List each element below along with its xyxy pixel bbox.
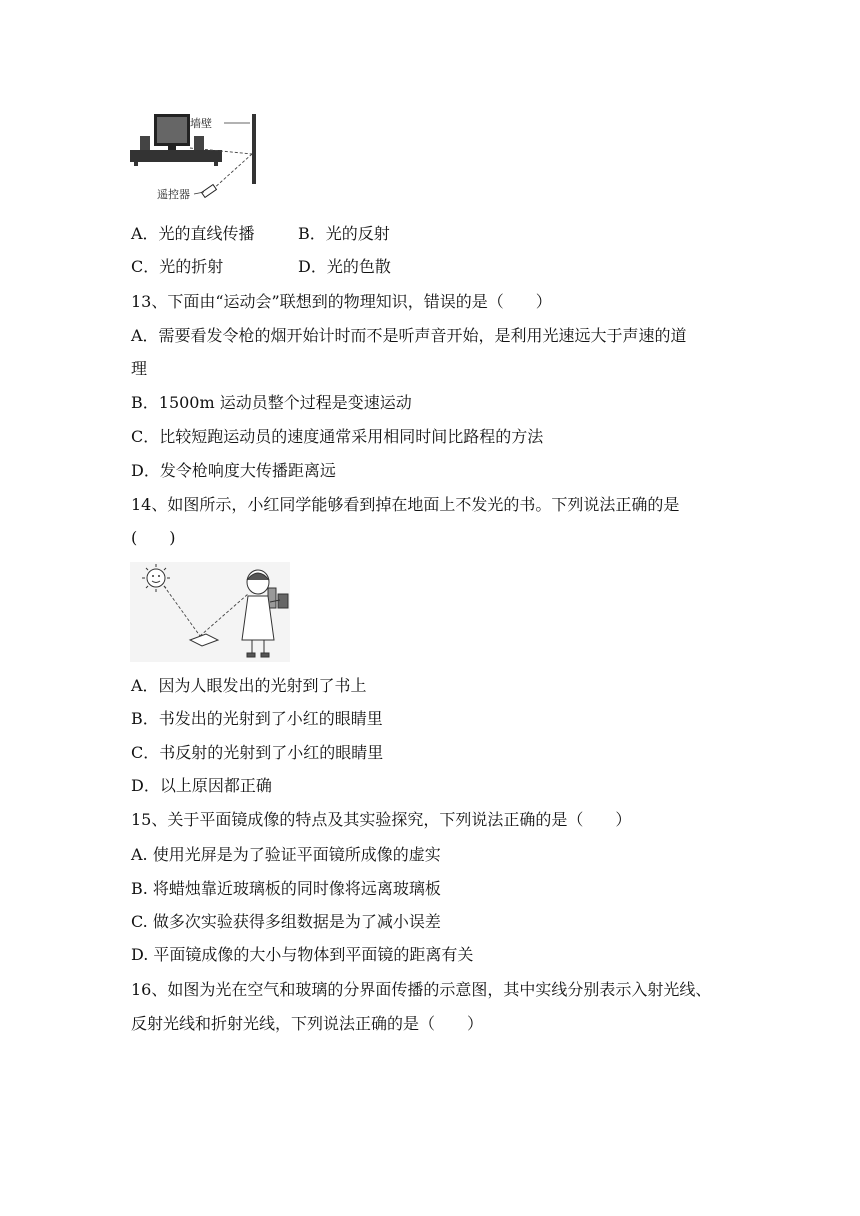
- remote-label: 遥控器: [157, 188, 190, 201]
- q16-stem-line2: 反射光线和折射光线，下列说法正确的是（ ）: [131, 1014, 484, 1033]
- q13-option-b: B．1500m 运动员整个过程是变速运动: [131, 393, 412, 412]
- q15-option-c: C. 做多次实验获得多组数据是为了减小误差: [131, 912, 441, 931]
- q14-option-a: A．因为人眼发出的光射到了书上: [131, 676, 367, 695]
- q15-stem: 15、关于平面镜成像的特点及其实验探究，下列说法正确的是（ ）: [131, 810, 632, 829]
- q13-option-a-line2: 理: [131, 359, 148, 378]
- q13-option-c: C．比较短跑运动员的速度通常采用相同时间比路程的方法: [131, 427, 544, 446]
- q13-option-d: D．发令枪响度大传播距离远: [131, 461, 336, 480]
- q14-option-c: C．书反射的光射到了小红的眼睛里: [131, 743, 384, 762]
- q13-option-a-line1: A．需要看发令枪的烟开始计时而不是听声音开始，是利用光速远大于声速的道: [131, 326, 687, 345]
- remote-icon: [202, 185, 217, 198]
- tv-cabinet: [130, 150, 222, 162]
- q12-option-d: D．光的色散: [298, 257, 391, 276]
- wall-label: 墙壁: [190, 117, 212, 130]
- q12-option-a: A．光的直线传播: [131, 224, 255, 243]
- q15-option-d: D. 平面镜成像的大小与物体到平面镜的距离有关: [131, 945, 474, 964]
- sun-book-girl-figure: [130, 562, 290, 662]
- wall: [252, 114, 256, 184]
- q14-stem-line1: 14、如图所示，小红同学能够看到掉在地面上不发光的书。下列说法正确的是: [131, 495, 680, 514]
- q14-option-d: D．以上原因都正确: [131, 776, 272, 795]
- q12-option-b: B．光的反射: [298, 224, 390, 243]
- q12-option-c: C．光的折射: [131, 257, 224, 276]
- q15-option-a: A. 使用光屏是为了验证平面镜所成像的虚实: [131, 845, 441, 864]
- tv-remote-figure: [128, 110, 278, 205]
- q16-stem-line1: 16、如图为光在空气和玻璃的分界面传播的示意图，其中实线分别表示入射光线、: [131, 980, 712, 999]
- q13-stem: 13、下面由“运动会”联想到的物理知识，错误的是（ ）: [131, 292, 552, 311]
- q15-option-b: B. 将蜡烛靠近玻璃板的同时像将远离玻璃板: [131, 879, 441, 898]
- q14-stem-line2: ( ): [131, 528, 176, 547]
- q12-options-row1: [131, 224, 390, 244]
- q14-option-b: B．书发出的光射到了小红的眼睛里: [131, 709, 383, 728]
- q12-options-row2: [131, 257, 391, 277]
